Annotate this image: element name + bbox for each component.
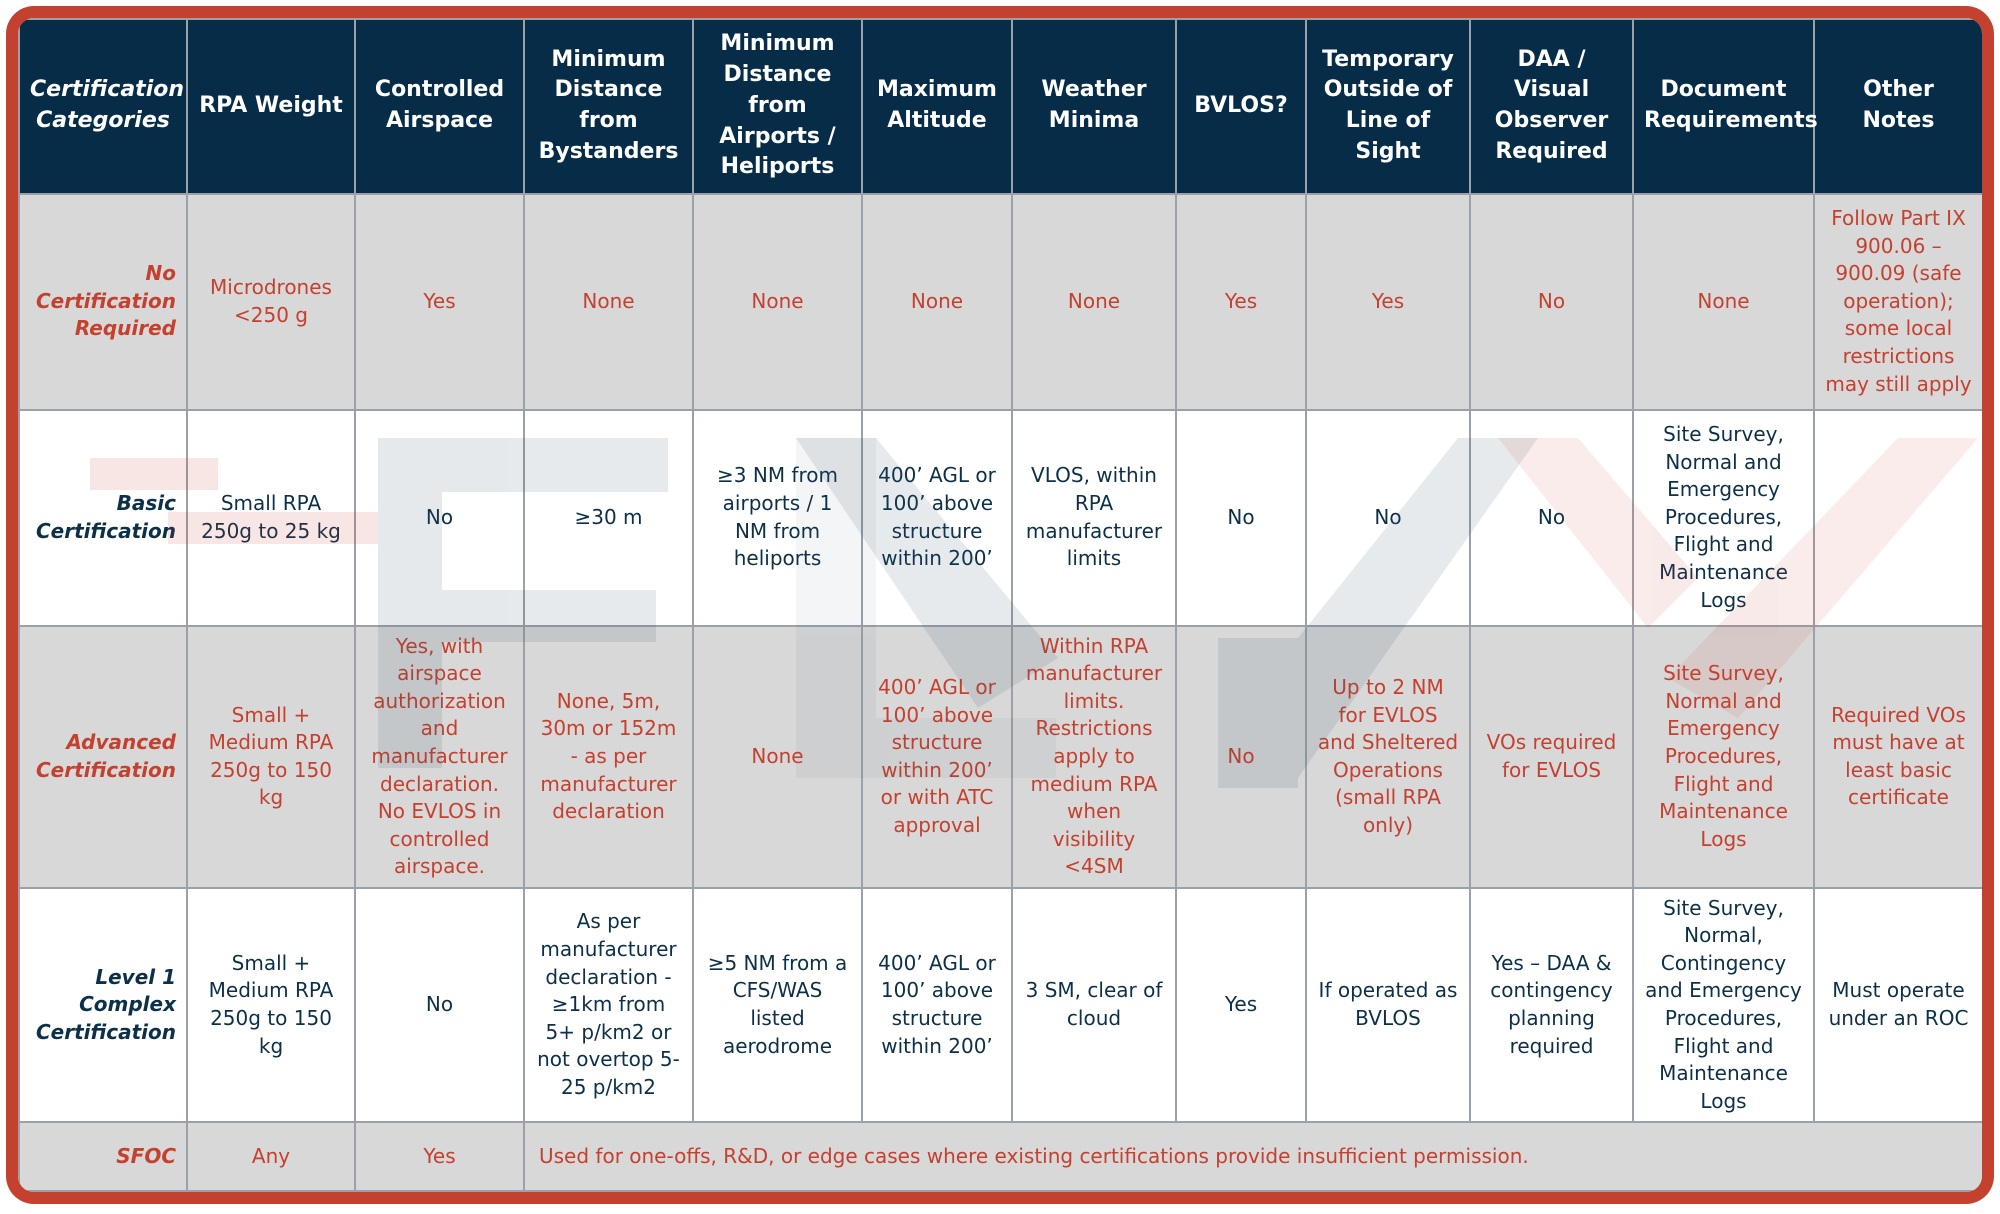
table-cell: No — [1176, 626, 1306, 888]
table-cell: Yes — [1176, 194, 1306, 410]
table-cell: No — [1176, 410, 1306, 626]
table-cell: None — [1633, 194, 1814, 410]
table-frame — [6, 6, 1994, 1204]
table-cell: Yes — [1176, 888, 1306, 1122]
table-cell: Must operate under an ROC — [1814, 888, 1982, 1122]
table-cell: ≥3 NM from airports / 1 NM from heliports — [693, 410, 862, 626]
header-weather-minima: Weather Minima — [1012, 19, 1176, 194]
table-cell: If operated as BVLOS — [1306, 888, 1470, 1122]
table-cell: 400’ AGL or 100’ above structure within 200’ — [862, 410, 1012, 626]
table-cell: 400’ AGL or 100’ above structure within 200’ — [862, 888, 1012, 1122]
table-cell: Site Survey, Normal, Contingency and Emergency Procedures, Flight and Maintenance Logs — [1633, 888, 1814, 1122]
row-category: Level 1 Complex Certification — [19, 888, 187, 1122]
header-daa-visual-observer: DAA / Visual Observer Required — [1470, 19, 1633, 194]
table-cell: Site Survey, Normal and Emergency Procedures, Flight and Maintenance Logs — [1633, 626, 1814, 888]
row-category: Basic Certification — [19, 410, 187, 626]
table-cell — [1814, 410, 1982, 626]
certification-comparison-table — [18, 18, 1982, 1192]
table-cell: Yes — [355, 194, 524, 410]
table-cell: Up to 2 NM for EVLOS and Sheltered Operations (small RPA only) — [1306, 626, 1470, 888]
header-bvlos: BVLOS? — [1176, 19, 1306, 194]
table-cell: No — [355, 410, 524, 626]
header-maximum-altitude: Maximum Altitude — [862, 19, 1012, 194]
table-cell: No — [355, 888, 524, 1122]
header-controlled-airspace: Controlled Airspace — [355, 19, 524, 194]
sfoc-note: Used for one-offs, R&D, or edge cases where existing certifications provide insufficient permission. — [524, 1122, 1982, 1191]
table-cell: Microdrones <250 g — [187, 194, 355, 410]
table-cell: None — [862, 194, 1012, 410]
header-distance-bystanders: Minimum Distance from Bystanders — [524, 19, 693, 194]
table-cell: ≥30 m — [524, 410, 693, 626]
header-document-requirements: Document Requirements — [1633, 19, 1814, 194]
table-row — [19, 194, 1982, 410]
table-cell: None — [693, 194, 862, 410]
table-cell: ≥5 NM from a CFS/WAS listed aerodrome — [693, 888, 862, 1122]
table-row — [19, 888, 1982, 1122]
table-cell: As per manufacturer declaration - ≥1km from 5+ p/km2 or not overtop 5-25 p/km2 — [524, 888, 693, 1122]
header-rpa-weight: RPA Weight — [187, 19, 355, 194]
table-cell: Yes, with airspace authorization and manufacturer declaration. No EVLOS in controlled airspace. — [355, 626, 524, 888]
table-cell: VOs required for EVLOS — [1470, 626, 1633, 888]
table-cell: 3 SM, clear of cloud — [1012, 888, 1176, 1122]
header-row — [19, 19, 1982, 194]
row-category: SFOC — [19, 1122, 187, 1191]
header-temporary-outside-los: Temporary Outside of Line of Sight — [1306, 19, 1470, 194]
row-category: No Certification Required — [19, 194, 187, 410]
table-cell: Site Survey, Normal and Emergency Procedures, Flight and Maintenance Logs — [1633, 410, 1814, 626]
table-cell: Required VOs must have at least basic certificate — [1814, 626, 1982, 888]
table-row — [19, 410, 1982, 626]
table-row-sfoc — [19, 1122, 1982, 1191]
table-cell: Small + Medium RPA 250g to 150 kg — [187, 626, 355, 888]
table-cell: VLOS, within RPA manufacturer limits — [1012, 410, 1176, 626]
table-cell: None — [1012, 194, 1176, 410]
table-cell: None — [693, 626, 862, 888]
table-cell: Yes – DAA & contingency planning required — [1470, 888, 1633, 1122]
row-category: Advanced Certification — [19, 626, 187, 888]
table-row — [19, 626, 1982, 888]
table-cell: No — [1470, 194, 1633, 410]
table-cell: Within RPA manufacturer limits. Restrictions apply to medium RPA when visibility <4SM — [1012, 626, 1176, 888]
table-cell: 400’ AGL or 100’ above structure within 200’ or with ATC approval — [862, 626, 1012, 888]
table-container — [18, 18, 1982, 1192]
header-distance-airports: Minimum Distance from Airports / Heliports — [693, 19, 862, 194]
table-cell: No — [1306, 410, 1470, 626]
table-cell: Small RPA 250g to 25 kg — [187, 410, 355, 626]
table-cell: None, 5m, 30m or 152m - as per manufacturer declaration — [524, 626, 693, 888]
table-cell: Small + Medium RPA 250g to 150 kg — [187, 888, 355, 1122]
sfoc-weight: Any — [187, 1122, 355, 1191]
sfoc-airspace: Yes — [355, 1122, 524, 1191]
header-certification-categories: Certification Categories — [19, 19, 187, 194]
table-cell: No — [1470, 410, 1633, 626]
table-cell: Yes — [1306, 194, 1470, 410]
table-cell: Follow Part IX 900.06 – 900.09 (safe operation); some local restrictions may still apply — [1814, 194, 1982, 410]
header-other-notes: Other Notes — [1814, 19, 1982, 194]
table-cell: None — [524, 194, 693, 410]
